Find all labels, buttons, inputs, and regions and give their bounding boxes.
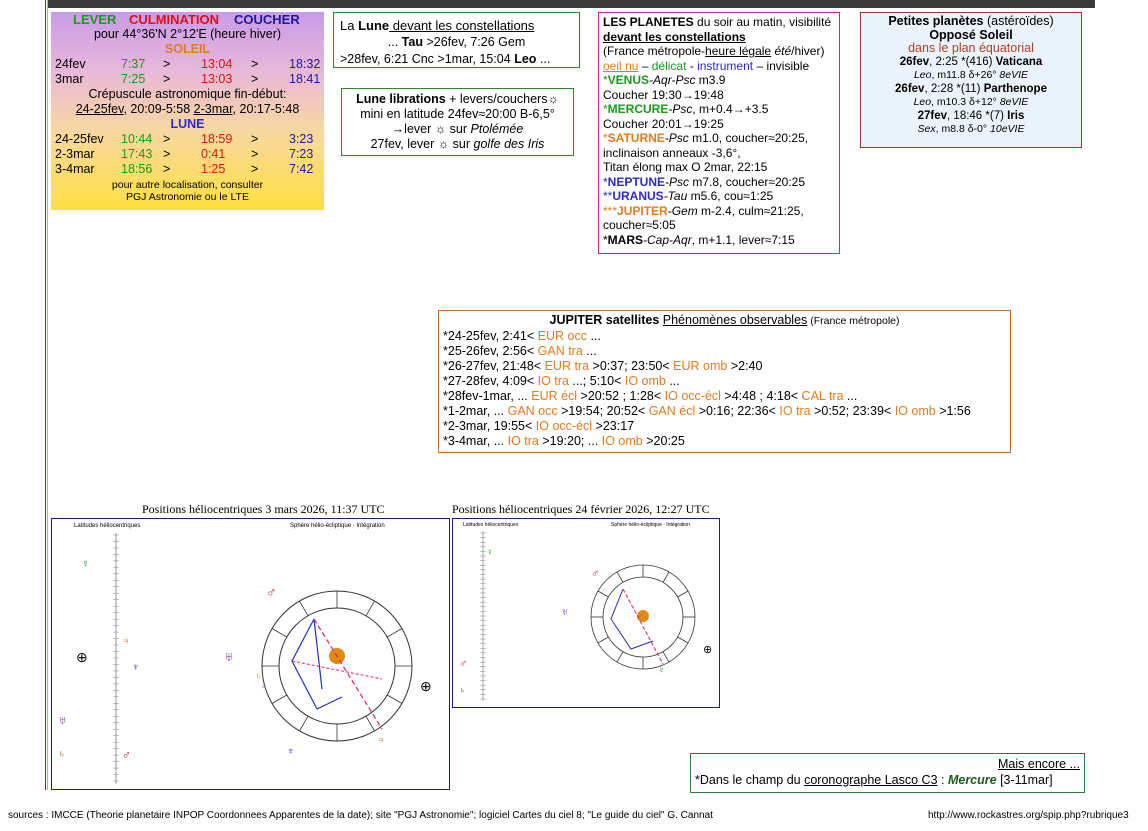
ura-name: URANUS bbox=[612, 189, 664, 203]
helio2-left-title: Latitudes héliocentriques bbox=[463, 522, 519, 528]
star: * bbox=[603, 73, 608, 87]
crepuscule-title: Crépuscule astronomique fin-début: bbox=[88, 87, 287, 101]
table-row bbox=[51, 147, 324, 162]
planet-mars bbox=[603, 233, 835, 248]
jup-line-2: coucher≈5:05 bbox=[603, 218, 676, 232]
star: * bbox=[603, 102, 608, 116]
lever: 7:37 bbox=[121, 57, 146, 71]
asteroid-sub bbox=[865, 123, 1077, 137]
jupiter-icon: ♃ bbox=[377, 735, 385, 746]
table-row bbox=[51, 162, 324, 177]
jup-row bbox=[443, 389, 1006, 404]
mars-icon-2: ♂ bbox=[591, 568, 600, 580]
footer-url[interactable]: http://www.rockastres.org/spip.php?rubrique3 bbox=[928, 810, 1129, 821]
ast-oppose: Opposé Soleil bbox=[929, 27, 1013, 42]
libr-line-4 bbox=[346, 137, 569, 152]
uranus-icon: ♅ bbox=[224, 649, 234, 664]
coucher: 3:23 bbox=[289, 132, 314, 146]
location: pour 44°36'N 2°12'E (heure hiver) bbox=[93, 27, 282, 41]
sun-icon-2 bbox=[637, 610, 649, 622]
planet-uranus bbox=[603, 189, 835, 204]
opposition-line-2 bbox=[623, 589, 663, 664]
ast-title-bold: Petites planètes bbox=[888, 14, 984, 28]
crepuscule-values bbox=[51, 102, 324, 117]
footer-sources: sources : IMCCE (Theorie planetaire INPOP Coordonnees Apparentes de la date); site "PGJ Astronomie"; logiciel Cartes du ciel 8; "Le guide du ciel" G. Cannat bbox=[8, 810, 713, 821]
libr-line-3 bbox=[346, 122, 569, 137]
ast-info: , 18:46 *(7) bbox=[947, 109, 1008, 122]
asteroids-box bbox=[860, 12, 1082, 148]
merc-mag: , m+0.4→+3.5 bbox=[692, 102, 769, 116]
arrow: > bbox=[251, 72, 259, 86]
ast-const: Leo bbox=[913, 69, 932, 81]
culm: 1:25 bbox=[201, 162, 226, 176]
jup-text: ... bbox=[843, 389, 858, 403]
star: ** bbox=[603, 189, 613, 203]
arrow: > bbox=[163, 132, 171, 146]
arrow: > bbox=[251, 57, 259, 71]
satellite-event: IO tra bbox=[779, 404, 811, 418]
crep-time-1: , 20:09-5:58 bbox=[123, 102, 194, 116]
moon-const-line-2 bbox=[340, 34, 573, 51]
planet-saturne bbox=[603, 131, 835, 146]
helio1-right-title: Sphère hélio-écliptique · Intégration bbox=[290, 523, 385, 529]
libr-title-bold: Lune librations bbox=[356, 92, 446, 106]
jup-text: >2:40 bbox=[727, 359, 763, 373]
lg-del: délicat bbox=[651, 58, 687, 73]
jup-text: >23:17 bbox=[592, 419, 635, 433]
r-c: été bbox=[771, 44, 792, 58]
ast-date: 26fev bbox=[895, 82, 925, 95]
planets-box bbox=[598, 12, 840, 254]
lever: 18:56 bbox=[121, 162, 153, 176]
jup-text: >20:25 bbox=[642, 434, 685, 448]
sat-const: -Psc bbox=[664, 131, 689, 145]
planets-title bbox=[603, 15, 835, 30]
arrow: > bbox=[163, 57, 171, 71]
satellite-event: GAN tra bbox=[537, 344, 583, 358]
date: 3-4mar bbox=[55, 162, 95, 176]
nep-name: NEPTUNE bbox=[607, 174, 666, 189]
jup-row bbox=[443, 359, 1006, 374]
mercury-latitude-icon-2: ☿ bbox=[487, 548, 493, 557]
star: *** bbox=[603, 203, 618, 218]
lune-table bbox=[51, 132, 324, 177]
culm: 13:04 bbox=[201, 57, 233, 71]
moon-const-title bbox=[340, 17, 573, 34]
table-row bbox=[51, 57, 324, 72]
header-coucher: COUCHER bbox=[234, 12, 300, 27]
satellite-event: IO occ-écl bbox=[664, 389, 721, 403]
coucher: 7:23 bbox=[289, 147, 314, 161]
venus-mag: m3.9 bbox=[695, 73, 726, 87]
ast-const: Sex bbox=[917, 123, 936, 135]
spoke bbox=[678, 591, 688, 597]
date: 3mar bbox=[55, 72, 84, 86]
satellite-event: EUR omb bbox=[673, 359, 728, 373]
uranus-latitude-icon: ♅ bbox=[58, 713, 67, 727]
star: * bbox=[603, 232, 608, 247]
nep-const: -Psc bbox=[665, 174, 690, 189]
spoke bbox=[678, 637, 688, 643]
libr-title-rest: + levers/couchers☼ bbox=[445, 92, 559, 106]
sat-line-2: inclinaison anneaux -3,6°, bbox=[603, 145, 741, 160]
jup-row bbox=[443, 404, 1006, 419]
sat-mag: m1.0, coucher≈20:25, bbox=[688, 131, 809, 145]
saturn-icon: ♄ bbox=[255, 671, 263, 682]
jup-title-u: Phénomènes observables bbox=[662, 313, 808, 327]
l2a: ... bbox=[387, 35, 402, 49]
jup-text: >19:20; ... bbox=[538, 434, 602, 448]
r-a: (France métropole- bbox=[603, 44, 706, 58]
satellite-event: IO occ-écl bbox=[535, 419, 593, 433]
helio2-caption: Positions héliocentriques 24 février 2026, 12:27 UTC bbox=[452, 502, 710, 516]
jup-text: *24-25fev, 2:41< bbox=[443, 329, 538, 343]
l2-tau: Tau bbox=[401, 35, 423, 49]
saturn-latitude-icon: ♄ bbox=[58, 749, 66, 760]
t-les: les constellations bbox=[435, 18, 535, 33]
ast-mag: , m11.8 δ+26° bbox=[931, 69, 1000, 81]
ptolemee: Ptolémée bbox=[470, 122, 524, 136]
date: 24fev bbox=[55, 57, 86, 71]
lune-title: LUNE bbox=[170, 117, 205, 131]
l3b: ... bbox=[536, 52, 551, 66]
satellite-event: EUR tra bbox=[544, 359, 590, 373]
helio2-diagram bbox=[452, 518, 720, 708]
jupiter-satellites-box bbox=[438, 310, 1011, 453]
coucher: 7:42 bbox=[289, 162, 314, 176]
planet-mercure bbox=[603, 102, 835, 117]
jup-text: >0:52; 23:39< bbox=[810, 404, 895, 418]
planets-title-bold: LES PLANETES bbox=[603, 15, 694, 29]
lg-s3: – invisible bbox=[753, 58, 810, 73]
mais-title: Mais encore ... bbox=[998, 757, 1080, 771]
arrow: > bbox=[251, 147, 259, 161]
mars-latitude-icon: ♂ bbox=[122, 748, 131, 762]
t-lune: Lune bbox=[358, 18, 390, 33]
header-lever: LEVER bbox=[73, 12, 117, 27]
planets-region bbox=[603, 44, 835, 59]
satellite-event: GAN occ bbox=[507, 404, 558, 418]
planets-subtitle: devant les constellations bbox=[603, 29, 746, 44]
ast-title bbox=[865, 15, 1077, 29]
arrow: > bbox=[163, 162, 171, 176]
spoke bbox=[366, 716, 375, 731]
spoke bbox=[598, 591, 608, 597]
ast-const: Leo bbox=[913, 96, 932, 108]
ast-mag-rank: 8eVIE bbox=[999, 96, 1029, 108]
soleil-table bbox=[51, 57, 324, 87]
star: * bbox=[603, 131, 608, 145]
spoke bbox=[617, 572, 623, 582]
ast-mag: , m8.8 δ-0° bbox=[935, 123, 991, 135]
l4a-libr: 27fev, lever ☼ sur bbox=[370, 137, 474, 151]
mars-latitude-icon-2: ♂ bbox=[459, 658, 468, 670]
mais-encore-box bbox=[690, 753, 1085, 793]
neptune-icon: ♆ bbox=[287, 746, 295, 757]
jup-text: >4:48 ; 4:18< bbox=[720, 389, 802, 403]
ura-const: -Tau bbox=[663, 189, 688, 203]
jup-text: *26-27fev, 21:48< bbox=[443, 359, 545, 373]
uranus-icon-2: ♅ bbox=[561, 607, 569, 618]
jup-title-bold: JUPITER satellites bbox=[549, 313, 660, 327]
jup-text: >1:56 bbox=[935, 404, 971, 418]
zodiac-outer-ring bbox=[262, 591, 412, 741]
crep-time-2: , 20:17-5:48 bbox=[232, 102, 300, 116]
helio2-right-title: Sphère hélio-écliptique · Intégration bbox=[611, 522, 690, 528]
spoke bbox=[663, 652, 669, 662]
ast-info: , 2:28 *(11) bbox=[924, 82, 984, 95]
note-2: PGJ Astronomie ou le LTE bbox=[126, 191, 249, 203]
lever: 17:43 bbox=[121, 147, 153, 161]
jup-row bbox=[443, 374, 1006, 389]
jup-rows bbox=[443, 329, 1006, 449]
asteroid-line bbox=[865, 110, 1077, 124]
left-rule-purple bbox=[45, 0, 46, 790]
planets-legend bbox=[603, 59, 835, 74]
libr-line-2: mini en latitude 24fev≈20:00 B-6,5° bbox=[360, 107, 555, 121]
ast-name: Iris bbox=[1007, 109, 1025, 122]
m-b: coronographe Lasco C3 bbox=[804, 773, 938, 787]
jup-text: ... bbox=[586, 329, 601, 343]
satellite-event: IO tra bbox=[537, 374, 569, 388]
zodiac-spokes bbox=[262, 591, 412, 741]
jup-text: >0:16; 22:36< bbox=[695, 404, 780, 418]
jup-text: ...; 5:10< bbox=[568, 374, 625, 388]
spoke bbox=[663, 572, 669, 582]
planet-jupiter bbox=[603, 204, 835, 219]
venus-const: -Aqr-Psc bbox=[649, 73, 696, 87]
ast-mag-rank: 8eVIE bbox=[999, 69, 1029, 81]
culm: 13:03 bbox=[201, 72, 233, 86]
earth-icon-2: ⊕ bbox=[703, 644, 713, 656]
helio1-left-title: Latitudes héliocentriques bbox=[74, 523, 141, 529]
mars-name: MARS bbox=[607, 232, 644, 247]
sat-line-3: Titan élong max O 2mar, 22:15 bbox=[603, 160, 768, 174]
jup-row bbox=[443, 434, 1006, 449]
soleil-title: SOLEIL bbox=[164, 42, 211, 56]
note-1: pour autre localisation, consulter bbox=[111, 179, 264, 191]
merc-const: -Psc bbox=[668, 102, 693, 116]
nep-mag: m7.8, coucher≈20:25 bbox=[689, 174, 806, 189]
table-row bbox=[51, 132, 324, 147]
merc-name: MERCURE bbox=[607, 102, 669, 116]
ast-info: , 2:25 *(416) bbox=[929, 55, 996, 68]
helio1-diagram bbox=[51, 518, 450, 790]
star: * bbox=[603, 174, 608, 189]
mars-const: -Cap-Aqr bbox=[643, 232, 692, 247]
t-devant: devant bbox=[389, 18, 436, 33]
satellite-event: EUR occ bbox=[537, 329, 587, 343]
planets-title-rest: du soir au matin, visibilité bbox=[693, 15, 832, 29]
satellite-event: EUR écl bbox=[531, 389, 578, 403]
t-la: La bbox=[340, 18, 359, 33]
jup-row bbox=[443, 329, 1006, 344]
jupiter-latitude-icon: ♃ bbox=[122, 636, 130, 647]
lever: 7:25 bbox=[121, 72, 146, 86]
jup-text: >0:37; 23:50< bbox=[589, 359, 674, 373]
spoke bbox=[300, 716, 309, 731]
ast-name: Vaticana bbox=[995, 55, 1043, 68]
jup-mag: m-2.4, culm≈21:25, bbox=[697, 203, 804, 218]
libr-title bbox=[346, 92, 569, 107]
l3a-libr: →lever ☼ sur bbox=[391, 122, 471, 136]
ast-mag-rank: 10eVIE bbox=[990, 123, 1025, 135]
jup-text: *2-3mar, 19:55< bbox=[443, 419, 536, 433]
m-d: Mercure bbox=[947, 773, 997, 787]
header-culmination: CULMINATION bbox=[129, 12, 220, 27]
spoke bbox=[300, 601, 309, 616]
ast-name: Parthenope bbox=[983, 82, 1047, 95]
satellite-event: CAL tra bbox=[801, 389, 844, 403]
ast-mag: , m10.3 δ+12° bbox=[931, 96, 1000, 108]
m-c: : bbox=[937, 773, 948, 787]
coucher: 18:41 bbox=[289, 72, 321, 86]
arrow: > bbox=[163, 72, 171, 86]
mars-mag: , m+1.1, lever≈7:15 bbox=[691, 232, 795, 247]
r-b: heure légale bbox=[705, 44, 772, 58]
date: 24-25fev bbox=[55, 132, 104, 146]
zodiac-inner-ring bbox=[279, 608, 395, 724]
ast-date: 27fev bbox=[917, 109, 948, 122]
crep-date-1: 24-25fev bbox=[75, 102, 124, 116]
jup-text: *1-2mar, ... bbox=[443, 404, 508, 418]
mars-icon: ♂ bbox=[266, 584, 277, 600]
neptune-latitude-icon: ♆ bbox=[132, 662, 140, 673]
spoke bbox=[366, 601, 375, 616]
moon-constellations-box bbox=[333, 12, 580, 68]
merc-line-2: Coucher 20:01→19:25 bbox=[603, 116, 724, 131]
left-rule-grey bbox=[47, 0, 48, 790]
lg-s1: – bbox=[638, 58, 652, 73]
spoke bbox=[598, 637, 608, 643]
culm: 18:59 bbox=[201, 132, 233, 146]
jup-row bbox=[443, 344, 1006, 359]
asteroid-sub bbox=[865, 96, 1077, 110]
ast-date: 26fev bbox=[899, 55, 930, 68]
satellite-event: GAN écl bbox=[648, 404, 696, 418]
jup-text: >19:54; 20:52< bbox=[557, 404, 649, 418]
librations-box bbox=[341, 88, 574, 156]
jup-name: JUPITER bbox=[617, 203, 668, 218]
crep-date-2: 2-3mar bbox=[193, 102, 233, 116]
jup-title bbox=[443, 313, 1006, 329]
top-bar bbox=[48, 0, 1095, 8]
jup-text: >20:52 ; 1:28< bbox=[577, 389, 665, 403]
jup-row bbox=[443, 419, 1006, 434]
planet-venus bbox=[603, 73, 835, 88]
lever: 10:44 bbox=[121, 132, 153, 146]
helio2-svg bbox=[453, 519, 719, 707]
spoke bbox=[387, 629, 402, 638]
spoke bbox=[617, 652, 623, 662]
ast-plan: dans le plan équatorial bbox=[908, 41, 1034, 55]
satellite-event: IO omb bbox=[894, 404, 936, 418]
satellite-event: IO omb bbox=[601, 434, 643, 448]
orbit-path bbox=[292, 619, 342, 709]
m-a: *Dans le champ du bbox=[695, 773, 805, 787]
lg-s2: - bbox=[686, 58, 698, 73]
helio1-svg bbox=[52, 519, 449, 789]
mercury-latitude-icon: ☿ bbox=[82, 559, 90, 570]
table-row bbox=[51, 72, 324, 87]
arrow: > bbox=[251, 132, 259, 146]
jup-text: ... bbox=[582, 344, 597, 358]
asteroid-line bbox=[865, 83, 1077, 97]
venus-icon: ♀ bbox=[260, 681, 267, 691]
arrow: > bbox=[251, 162, 259, 176]
asteroid-sub bbox=[865, 69, 1077, 83]
ast-items bbox=[865, 56, 1077, 137]
jup-text: *27-28fev, 4:09< bbox=[443, 374, 538, 388]
saturn-latitude-icon-2: ♄ bbox=[459, 685, 466, 695]
spoke bbox=[272, 695, 287, 704]
satellite-event: IO omb bbox=[624, 374, 666, 388]
sun-moon-box bbox=[51, 12, 324, 210]
venus-name: VENUS bbox=[607, 73, 650, 87]
lg-ins: instrument bbox=[697, 58, 754, 73]
arrow: > bbox=[163, 147, 171, 161]
moon-const-line-3 bbox=[340, 51, 573, 68]
l2b: >26fev, 7:26 Gem bbox=[422, 35, 526, 49]
coucher: 18:32 bbox=[289, 57, 321, 71]
ast-title-rest: (astéroïdes) bbox=[983, 14, 1054, 28]
jup-title-r: (France métropole) bbox=[807, 315, 900, 327]
ura-mag: m5.6, cou≈1:25 bbox=[687, 189, 774, 203]
golfe-iris: golfe des Iris bbox=[473, 137, 545, 151]
lg-nu: oeil nu bbox=[603, 58, 639, 73]
spoke bbox=[387, 695, 402, 704]
mercury-icon-2: ☿ bbox=[658, 665, 665, 675]
satellite-event: IO tra bbox=[507, 434, 539, 448]
jup-const: -Gem bbox=[667, 203, 698, 218]
earth-icon: ⊕ bbox=[420, 678, 432, 694]
m-e: [3-11mar] bbox=[996, 773, 1053, 787]
planet-neptune bbox=[603, 175, 835, 190]
l3-leo: Leo bbox=[514, 52, 537, 66]
jup-text: *28fev-1mar, ... bbox=[443, 389, 532, 403]
mais-line bbox=[695, 772, 1080, 788]
l3a: >28fev, 6:21 Cnc >1mar, 15:04 bbox=[340, 52, 515, 66]
helio1-caption: Positions héliocentriques 3 mars 2026, 11:37 UTC bbox=[142, 502, 385, 516]
asteroid-line bbox=[865, 56, 1077, 70]
jup-text: ... bbox=[665, 374, 680, 388]
jup-text: *25-26fev, 2:56< bbox=[443, 344, 538, 358]
r-d: /hiver) bbox=[791, 44, 825, 58]
sat-name: SATURNE bbox=[607, 131, 665, 145]
earth-latitude-icon: ⊕ bbox=[76, 649, 88, 665]
venus-line-2: Coucher 19:30→19:48 bbox=[603, 87, 724, 102]
date: 2-3mar bbox=[55, 147, 95, 161]
culm: 0:41 bbox=[201, 147, 226, 161]
jup-text: *3-4mar, ... bbox=[443, 434, 508, 448]
spoke bbox=[272, 629, 287, 638]
